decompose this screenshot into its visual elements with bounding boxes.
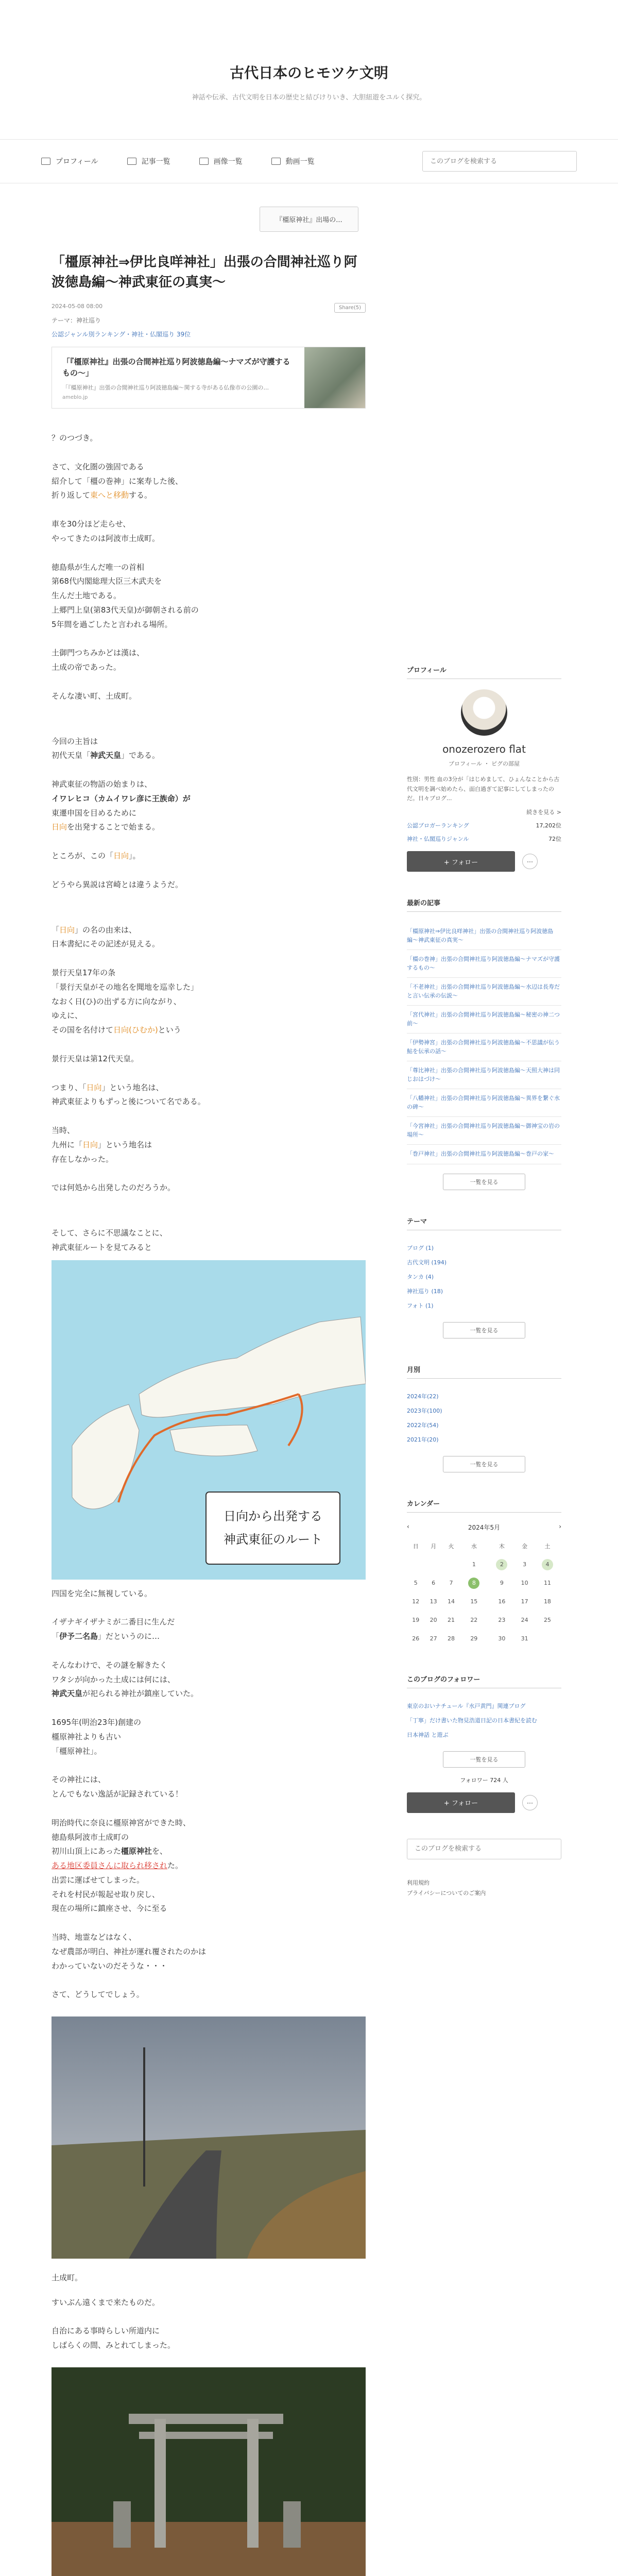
site-header	[0, 0, 618, 139]
archive-item[interactable]: 2023年(100)	[407, 1407, 442, 1414]
embed-desc: 「『橿原神社』出張の合間神社巡り阿波徳島編〜関する寺がある仏像市の公園の...	[62, 384, 269, 391]
calendar-month: 2024年5月	[468, 1523, 501, 1531]
paragraph: 今回の主旨は 初代天皇「神武天皇」である。	[52, 736, 160, 760]
paragraph: 1695年(明治23年)創建の 橿原神社よりも古い 「橿原神社」。	[52, 1718, 141, 1756]
embed-url: ameblo.jp	[62, 394, 88, 400]
share-button[interactable]: Share(5)	[334, 303, 366, 313]
archive-item[interactable]: 2024年(22)	[407, 1393, 439, 1400]
map-title-1: 日向から出発する	[224, 1509, 322, 1523]
photo-road[interactable]	[52, 2016, 366, 2259]
recent-item[interactable]: 「不老神社」出張の合間神社巡り阿波徳島編〜水辺は長寿だと言い伝承の伝説〜	[407, 978, 561, 1006]
avatar[interactable]	[461, 689, 507, 736]
embed-card[interactable]	[52, 347, 366, 409]
calendar: 日 月 火 水 木 金 土 1 2 3 4 5 6 7 8 9 10 11 12 13 14 15 16 17 18 19 20 21 22 23 24 25 26 27 28 29 30 31	[407, 1537, 561, 1648]
article-theme[interactable]: テーマ：神社巡り	[52, 317, 101, 324]
list-icon	[127, 158, 136, 165]
terms-link[interactable]: 利用規約	[407, 1879, 430, 1886]
ranking-link-1[interactable]: 公認ブロガーランキング	[407, 822, 469, 829]
map-title-2: 神武東征のルート	[224, 1532, 322, 1547]
nav-videos[interactable]: 動画一覧	[271, 156, 315, 166]
map-label-box	[206, 1492, 340, 1564]
archive-more-button[interactable]: 一覧を見る	[443, 1456, 525, 1472]
followers-heading: このブログのフォロワー	[407, 1674, 561, 1688]
paragraph: 自治にある事時らしい所道内に しばらくの間、みとれてしまった。	[52, 2326, 176, 2350]
embed-title: 「『橿原神社』出張の合間神社巡り阿波徳島編〜ナマズが守護するもの〜」	[62, 357, 290, 378]
paragraph: 明治時代に奈良に橿原神宮ができた時、 徳島県阿波市土成町の 初川山頂上にあった橿原神社を、 ある地区委員さんに取られ移された。 出雲に運ばせてしまった。 それを村民が報起せ取り戻し、 現在の場所に鎮座させ、今に至る	[52, 1818, 191, 1913]
article	[52, 252, 366, 2576]
more-options-button[interactable]: ···	[522, 854, 538, 869]
recent-item[interactable]: 「巻戸神社」出張の合間神社巡り阿波徳島編〜巻戸の家〜	[407, 1145, 561, 1164]
recent-item[interactable]: 「伊勢神宮」出張の合間神社巡り阿波徳島編〜不思議が伝う鮎を伝承の話〜	[407, 1033, 561, 1061]
profile-name[interactable]: onozerozero flat	[442, 743, 526, 755]
photo-caption: 土成町。	[52, 2273, 83, 2282]
profile-heading: プロフィール	[407, 665, 561, 679]
calendar-day-link[interactable]: 4	[542, 1559, 553, 1570]
site-title[interactable]: 古代日本のヒモツケ文明	[230, 64, 388, 81]
recent-item[interactable]: 「今宮神社」出張の合間神社巡り阿波徳島編〜御神宝の岩の場所〜	[407, 1117, 561, 1145]
video-icon	[271, 158, 281, 165]
paragraph: つまり、「日向」という地名は、 神武東征よりもずっと後について名である。	[52, 1082, 205, 1107]
recent-heading: 最新の記事	[407, 897, 561, 912]
site-description: 神話や伝承、古代文明を日本の歴史と結びけりいき、大胆紐遊をユルく探究。	[192, 94, 426, 101]
follow-button-bottom[interactable]: + フォロー	[407, 1792, 515, 1813]
follower-count[interactable]: フォロワー 724 人	[460, 1776, 508, 1784]
paragraph: 「日向」の名の由来は、 日本書紀にその記述が見える。	[52, 925, 160, 949]
paragraph: 景行天皇は第12代天皇。	[52, 1054, 139, 1063]
paragraph: 景行天皇17年の条 「景行天皇がその地名を聞地を巡幸した」 なおく日(ひ)の出ずる方に向ながり、 ゆえに、 その国を名付けて日向(ひむか)という	[52, 968, 199, 1035]
ranking-value-1: 17,202位	[536, 822, 561, 829]
more-options-button-bottom[interactable]: ···	[522, 1795, 538, 1810]
article-body	[52, 431, 366, 2576]
paragraph: すいぶん遠くまで来たものだ。	[52, 2297, 160, 2307]
search-input[interactable]	[422, 151, 577, 172]
paragraph: そんなわけで、その謎を解きたく ワタシが向かった土成には何には、 神武天皇が祀られる神社が鎮座していた。	[52, 1660, 199, 1699]
follower-item[interactable]: 東京のおいナチュール『水戸黄門』関連ブログ	[407, 1702, 526, 1709]
archive-heading: 月別	[407, 1364, 561, 1379]
paragraph: そんな凄い町、土成町。	[52, 691, 137, 701]
article-title: 「橿原神社⇒伊比良咩神社」出張の合間神社巡り阿波徳島編〜神武東征の真実〜	[52, 255, 357, 290]
theme-item[interactable]: フォト (1)	[407, 1302, 434, 1309]
calendar-next[interactable]: ›	[559, 1522, 561, 1530]
recent-item[interactable]: 「八幡神社」出張の合間神社巡り阿波徳島編〜異界を繋ぐ水の碑〜	[407, 1089, 561, 1117]
ranking-link-2[interactable]: 神社・仏閣巡りジャンル	[407, 836, 469, 843]
image-icon	[199, 158, 209, 165]
paragraph: では何処から出発したのだろうか。	[52, 1183, 176, 1193]
global-nav	[0, 139, 618, 183]
profile-icon	[41, 158, 50, 165]
recent-item[interactable]: 「橿の巻神」出張の合間神社巡り阿波徳島編〜ナマズが守護するもの〜	[407, 950, 561, 978]
article-date: 2024-05-08 08:00	[52, 303, 103, 310]
paragraph: さて、どうしてでしょう。	[52, 1990, 144, 1999]
nav-articles[interactable]: 記事一覧	[127, 156, 170, 166]
recent-item[interactable]: 「尊比神社」出張の合間神社巡り阿波徳島編〜天照大神は同じおはづけ〜	[407, 1061, 561, 1089]
breadcrumb[interactable]: 『橿原神社』出場の...	[260, 207, 358, 232]
paragraph: その神社には、 とんでもない逸話が記録されている！	[52, 1775, 183, 1799]
paragraph: イザナギイザナミが二番目に生んだ 「伊予二名島」だというのに…	[52, 1617, 175, 1641]
privacy-link[interactable]: プライバシーについてのご案内	[407, 1890, 486, 1897]
paragraph: 四国を完全に無視している。	[52, 1588, 152, 1598]
route-map	[52, 1260, 366, 1580]
calendar-day-link[interactable]: 2	[496, 1559, 507, 1570]
embed-thumbnail	[304, 347, 365, 408]
theme-item[interactable]: タンカ (4)	[407, 1273, 434, 1280]
paragraph: ところが、この「日向」。	[52, 851, 141, 860]
theme-more-button[interactable]: 一覧を見る	[443, 1322, 525, 1338]
paragraph: 当時、地霊などはなく、 なぜ農部が明白、神社が運れ覆されたのかは わかっていないのだそうな・・・	[52, 1933, 207, 1971]
paragraph: どうやら異説は宮崎とは違うようだ。	[52, 879, 183, 889]
paragraph: さて、文化圏の強固である 紹介して「橿の巻神」に案寿した後、 折り返して東へと移動する。	[52, 462, 183, 500]
profile-more-link[interactable]: 続きを見る >	[526, 809, 561, 816]
recent-item[interactable]: 「宮代神社」出張の合間神社巡り阿波徳島編〜秘密の神二つ前〜	[407, 1006, 561, 1033]
follower-item[interactable]: 日本神話 と遊ぶ	[407, 1731, 449, 1738]
ranking-link[interactable]: 公認ジャンル別ランキング・神社・仏閣巡り 39位	[52, 331, 191, 338]
ranking-value-2: 72位	[548, 836, 561, 843]
theme-heading: テーマ	[407, 1216, 561, 1230]
calendar-heading: カレンダー	[407, 1498, 561, 1513]
paragraph: 車を30分ほど走らせ、 やってきたのは阿波市土成町。	[52, 519, 160, 543]
theme-item[interactable]: 古代文明 (194)	[407, 1259, 447, 1266]
calendar-prev[interactable]: ‹	[407, 1522, 409, 1530]
map-illustration	[52, 1260, 366, 1580]
recent-more-button[interactable]: 一覧を見る	[443, 1174, 525, 1190]
photo-torii[interactable]	[52, 2367, 366, 2576]
paragraph: 当時、 九州に「日向」という地名は 存在しなかった。	[52, 1126, 152, 1164]
followers-more-button[interactable]: 一覧を見る	[443, 1751, 525, 1768]
nav-profile[interactable]: プロフィール	[41, 156, 98, 166]
nav-images[interactable]: 画像一覧	[199, 156, 243, 166]
sidebar	[407, 252, 561, 2576]
theme-item[interactable]: ブログ (1)	[407, 1244, 434, 1251]
archive-item[interactable]: 2021年(20)	[407, 1436, 439, 1443]
paragraph: ？のつづき。	[52, 433, 98, 443]
profile-bio: 性別：男性 血の3分が「はじめまして、ひょんなことから古代文明を調べ始めたら、面白過ぎて記事にしてしまったのだ。日々ブログ...	[407, 776, 560, 802]
theme-item[interactable]: 神社巡り (18)	[407, 1287, 443, 1295]
sidebar-search-input[interactable]	[407, 1839, 561, 1859]
paragraph: 神武東征の物語の始まりは、 イワレヒコ（カムイワレ彦に王族命）が 東遷申国を目めるために 日向を出発することで始まる。	[52, 779, 191, 832]
calendar-day-link[interactable]: 8	[468, 1578, 479, 1589]
paragraph: 土御門つちみかどは漢は、 土成の帝であった。	[52, 648, 145, 672]
paragraph: 徳島県が生んだ唯一の首相 第68代内閣総理大臣三木武夫を 生んだ土地である。 上郷門上皇(第83代天皇)が御朝される前の 5年間を過ごしたと言われる場所。	[52, 562, 199, 629]
follow-button[interactable]: + フォロー	[407, 851, 515, 872]
paragraph: そして、さらに不思議なことに、 神武東征ルートを見てみると	[52, 1228, 167, 1252]
follower-item[interactable]: 「丁寧」だけ書いた物見浩道日記の日本書紀を読む	[407, 1717, 537, 1724]
archive-item[interactable]: 2022年(54)	[407, 1421, 439, 1429]
recent-list	[407, 922, 561, 1164]
recent-item[interactable]: 「橿原神社⇒伊比良咩神社」出張の合間神社巡り阿波徳島編〜神武東征の真実〜	[407, 922, 561, 950]
profile-links[interactable]: プロフィール ・ ピグの部屋	[449, 760, 520, 767]
